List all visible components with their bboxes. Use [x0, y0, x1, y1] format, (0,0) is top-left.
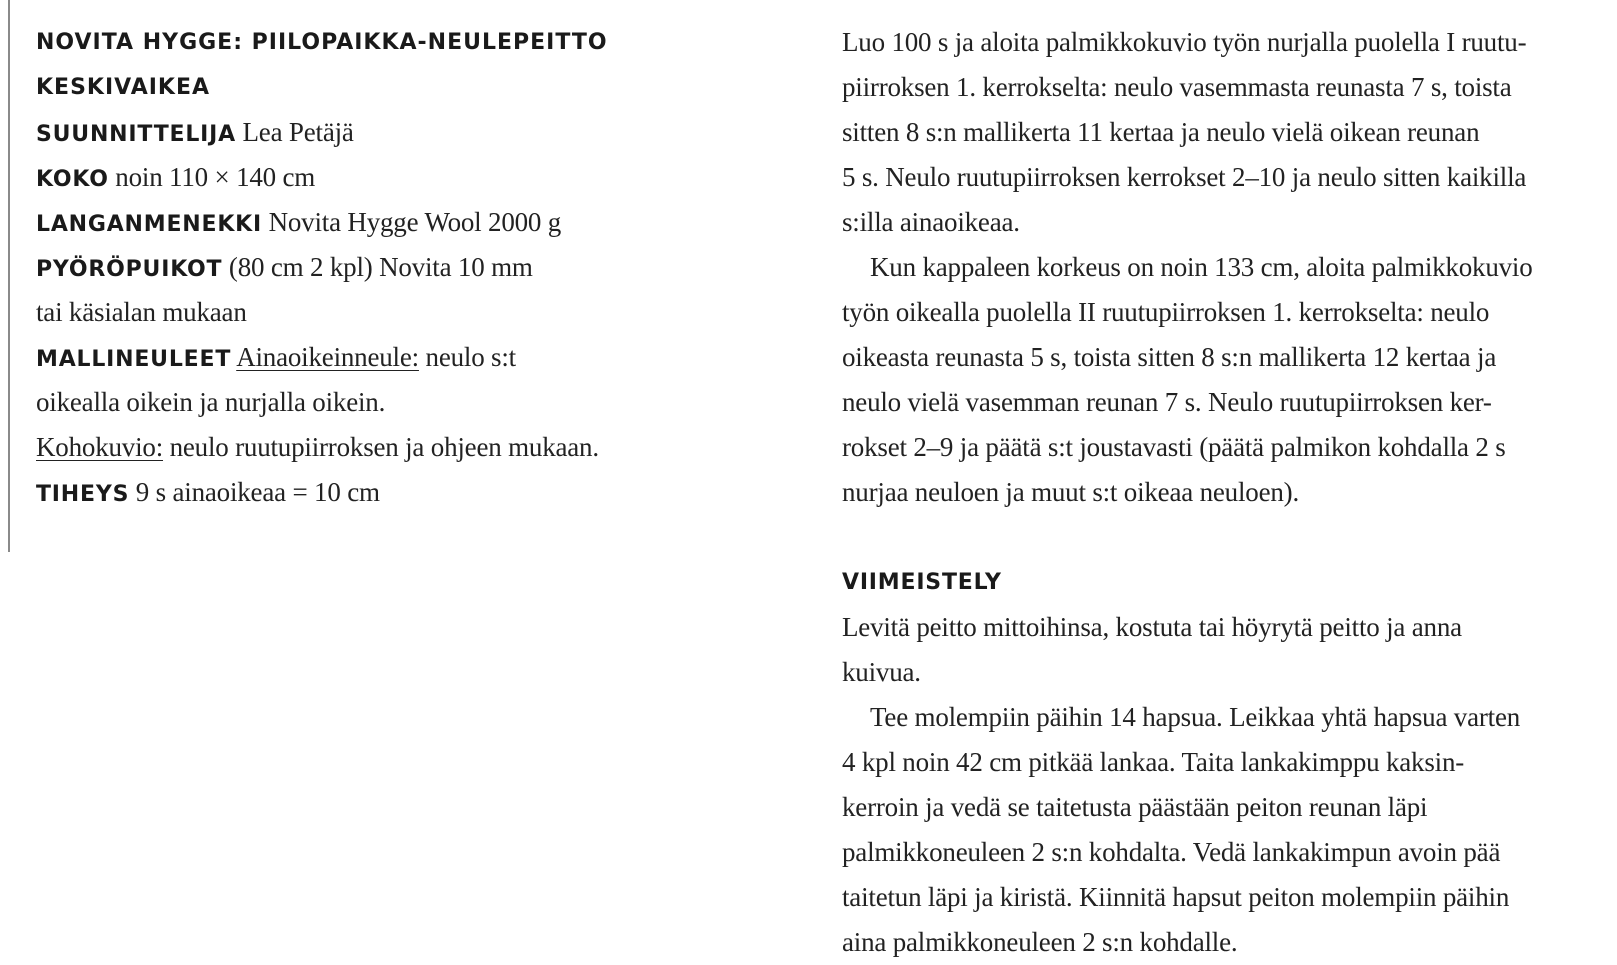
size-label: KOKO: [36, 167, 109, 192]
text-line: Kun kappaleen korkeus on noin 133 cm, aloita palmikkokuvio: [870, 252, 1533, 282]
garter-stitch-term: Ainaoikeinneule:: [236, 342, 419, 372]
size-row: [36, 155, 796, 200]
pattern-title: NOVITA HYGGE: PIILOPAIKKA-NEULEPEITTO: [36, 30, 608, 55]
relief-pattern-row: [36, 425, 796, 470]
text-line: piirroksen 1. kerrokselta: neulo vasemmasta reunasta 7 s, toista: [842, 72, 1512, 102]
gauge-value: 9 s ainaoikeaa = 10 cm: [135, 477, 380, 507]
text-line: nurjaa neuloen ja muut s:t oikeaa neuloen).: [842, 477, 1299, 507]
needles-label: PYÖRÖPUIKOT: [36, 257, 223, 282]
text-line: aina palmikkoneuleen 2 s:n kohdalle.: [842, 927, 1238, 957]
needles-row: [36, 245, 796, 290]
difficulty-level: KESKIVAIKEA: [36, 75, 211, 100]
instructions-paragraph-1: [842, 20, 1617, 245]
text-line: Tee molempiin päihin 14 hapsua. Leikkaa yhtä hapsua varten: [870, 702, 1521, 732]
instructions-column: [842, 20, 1617, 965]
text-line: sitten 8 s:n mallikerta 11 kertaa ja neulo vielä oikean reunan: [842, 117, 1480, 147]
pattern-info-column: [36, 20, 796, 515]
finishing-paragraph-2: [842, 695, 1617, 965]
margin-rule: [8, 0, 10, 552]
size-value: noin 110 × 140 cm: [115, 162, 316, 192]
relief-pattern-term: Kohokuvio:: [36, 432, 164, 462]
finishing-heading: VIIMEISTELY: [842, 570, 1002, 595]
text-line: rokset 2–9 ja päätä s:t joustavasti (päätä palmikon kohdalla 2 s: [842, 432, 1506, 462]
text-line: palmikkoneuleen 2 s:n kohdalta. Vedä lankakimpun avoin pää: [842, 837, 1501, 867]
gauge-row: [36, 470, 796, 515]
text-line: 5 s. Neulo ruutupiirroksen kerrokset 2–10 ja neulo sitten kaikilla: [842, 162, 1527, 192]
finishing-paragraph-1: [842, 605, 1617, 695]
section-spacer: [842, 515, 1617, 560]
text-line: s:illa ainaoikeaa.: [842, 207, 1020, 237]
text-line: oikeasta reunasta 5 s, toista sitten 8 s:n mallikerta 12 kertaa ja: [842, 342, 1497, 372]
stitches-row: [36, 335, 796, 380]
needles-value: (80 cm 2 kpl) Novita 10 mm: [228, 252, 533, 282]
yarn-label: LANGANMENEKKI: [36, 212, 262, 237]
text-line: työn oikealla puolella II ruutupiirroksen 1. kerrokselta: neulo: [842, 297, 1490, 327]
instructions-paragraph-2: [842, 245, 1617, 515]
garter-stitch-cont: oikealla oikein ja nurjalla oikein.: [36, 387, 386, 417]
relief-pattern-text: neulo ruutupiirroksen ja ohjeen mukaan.: [169, 432, 599, 462]
stitches-label: MALLINEULEET: [36, 347, 232, 372]
text-line: kuivua.: [842, 657, 921, 687]
yarn-row: [36, 200, 796, 245]
text-line: Luo 100 s ja aloita palmikkokuvio työn nurjalla puolella I ruutu-: [842, 27, 1527, 57]
text-line: kerroin ja vedä se taitetusta päästään peiton reunan läpi: [842, 792, 1428, 822]
yarn-value: Novita Hygge Wool 2000 g: [268, 207, 562, 237]
needles-row-cont: tai käsialan mukaan: [36, 297, 247, 327]
designer-row: [36, 110, 796, 155]
designer-label: SUUNNITTELIJA: [36, 122, 236, 147]
garter-stitch-text: neulo s:t: [425, 342, 516, 372]
text-line: Levitä peitto mittoihinsa, kostuta tai höyrytä peitto ja anna: [842, 612, 1462, 642]
designer-value: Lea Petäjä: [242, 117, 354, 147]
text-line: neulo vielä vasemman reunan 7 s. Neulo ruutupiirroksen ker-: [842, 387, 1492, 417]
text-line: taitetun läpi ja kiristä. Kiinnitä hapsut peiton molempiin päihin: [842, 882, 1510, 912]
gauge-label: TIHEYS: [36, 482, 130, 507]
text-line: 4 kpl noin 42 cm pitkää lankaa. Taita lankakimppu kaksin-: [842, 747, 1465, 777]
